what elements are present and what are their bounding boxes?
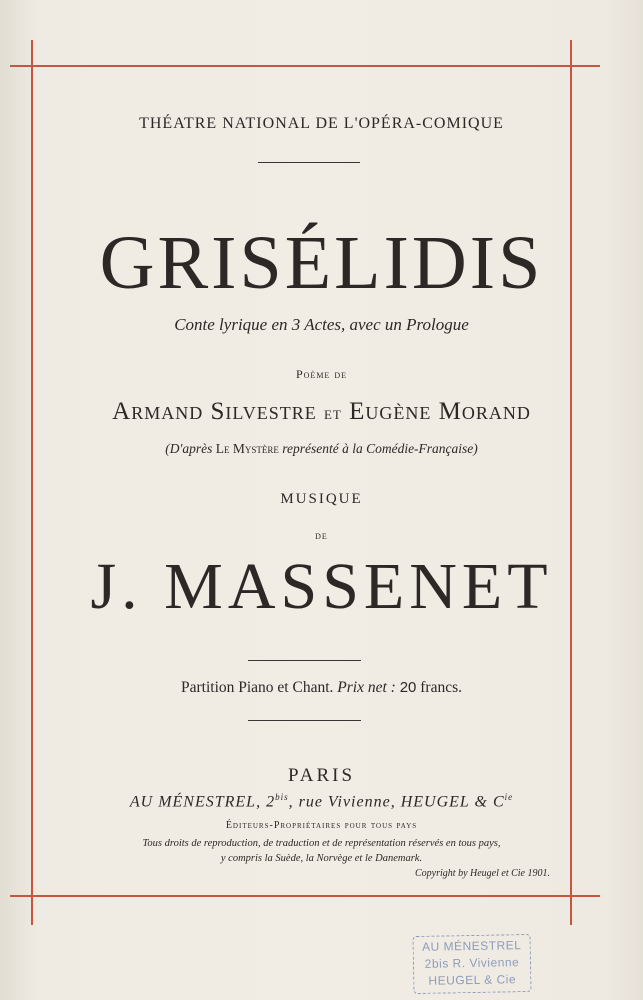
source-note-close: représenté à la Comédie-Française) [282, 441, 478, 456]
price-value: 20 [399, 679, 417, 696]
separator-top [258, 162, 360, 163]
opera-subtitle: Conte lyrique en 3 Actes, avec un Prologue [174, 315, 469, 334]
border-bottom-rule [10, 895, 600, 897]
publisher-bis: bis [275, 792, 289, 802]
price-unit: francs. [420, 679, 462, 696]
rights-line-2: y compris la Suède, la Norvège et le Danemark. [220, 853, 423, 864]
de-label: DE [315, 532, 328, 541]
edition-price-line [0, 679, 643, 697]
librettists [0, 398, 643, 426]
publisher-line [0, 792, 643, 811]
author-silvestre: Armand Silvestre [112, 398, 317, 425]
source-note [0, 441, 643, 457]
source-note-open: (D'après [165, 441, 213, 456]
publisher-part-b: , rue Vivienne, HEUGEL & C [288, 793, 505, 811]
author-conjunction: et [323, 403, 342, 424]
copyright-line: Copyright by Heugel et Cie 1901. [415, 868, 550, 879]
imprint-city: PARIS [287, 765, 356, 786]
musique-label: MUSIQUE [280, 491, 363, 507]
theatre-heading: THÉATRE NATIONAL DE L'OPÉRA-COMIQUE [139, 115, 504, 132]
stamp-line-3: HEUGEL & Cie [428, 972, 517, 988]
poeme-de-label: Poème de [295, 367, 347, 381]
author-morand: Eugène Morand [349, 398, 531, 425]
edition-label: Partition Piano et Chant. [180, 679, 334, 696]
prix-net-label: Prix net : [337, 679, 396, 696]
separator-bottom [248, 720, 361, 721]
rights-line-1: Tous droits de reproduction, de traduction et de représentation réservés en tous pays, [142, 838, 501, 849]
source-note-work: Le Mystère [215, 441, 279, 456]
publisher-part-a: AU MÉNESTREL, 2 [129, 793, 276, 811]
composer-name: J. MASSENET [90, 550, 553, 623]
separator-middle [248, 660, 361, 661]
border-top-rule [10, 65, 600, 67]
opera-title: GRISÉLIDIS [99, 221, 544, 305]
publisher-cie: ie [504, 792, 514, 802]
stamp-line-1: AU MÉNESTREL [421, 938, 522, 954]
stamp-line-2: 2bis R. Vivienne [424, 955, 520, 971]
rights-notice [0, 836, 643, 866]
editeurs-line: Éditeurs-Propriétaires pour tous pays [225, 820, 418, 831]
library-stamp [413, 934, 532, 994]
